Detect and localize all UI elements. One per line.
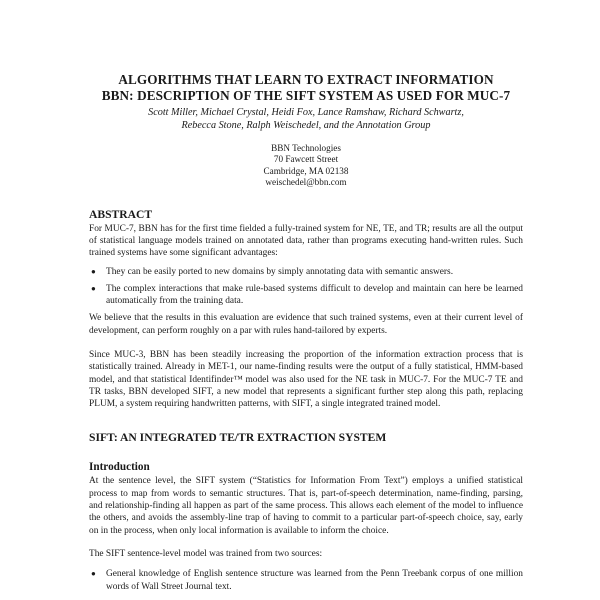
author-list xyxy=(89,106,523,132)
paper-title xyxy=(89,72,523,104)
list-item-text: General knowledge of English sentence structure was learned from the Penn Treebank corpus of one million words of Wall Street Journal text. xyxy=(106,569,523,592)
abstract-paragraph-2: We believe that the results in this evaluation are evidence that such trained systems, even at their current level of development, can perform roughly on a par with rules hand-tailored by experts. xyxy=(89,313,523,336)
author-line-1: Scott Miller, Michael Crystal, Heidi Fox, Lance Ramshaw, Richard Schwartz, xyxy=(148,107,464,118)
introduction-paragraph-2: The SIFT sentence-level model was trained from two sources: xyxy=(89,548,323,559)
affiliation-org: BBN Technologies xyxy=(271,143,341,153)
affiliation-block xyxy=(89,143,523,189)
bullet-icon: ● xyxy=(91,266,96,276)
list-item-text: The complex interactions that make rule-based systems difficult to develop and maintain can here be learned automatically from the training data. xyxy=(106,283,523,307)
introduction-paragraph-1: At the sentence level, the SIFT system (“Statistics for Information From Text”) employs a unified statistical process to map from words to semantic structures. That is, part-of-speech determination, name-finding, parsing, and relationship-finding all happen as part of the same process. This allows each element of the model to influence the others, and avoids the assembly-line trap of having to commit to a particular part-of-speech choice, say, early on in the process, when only local information is available to inform the choice. xyxy=(89,476,523,536)
introduction-heading: Introduction xyxy=(89,461,150,474)
list-item-text: They can be easily ported to new domains by simply annotating data with semantic answers. xyxy=(106,266,454,277)
affiliation-city: Cambridge, MA 02138 xyxy=(263,165,349,176)
paper-title-line-1: ALGORITHMS THAT LEARN TO EXTRACT INFORMATION xyxy=(118,72,494,87)
bullet-icon: ● xyxy=(91,283,96,293)
paper-title-line-2: BBN: DESCRIPTION OF THE SIFT SYSTEM AS USED FOR MUC-7 xyxy=(101,88,511,103)
affiliation-email: weischedel@bbn.com xyxy=(265,177,347,188)
list-item xyxy=(89,283,523,308)
list-item xyxy=(89,266,523,278)
advantages-list xyxy=(89,266,523,308)
list-item xyxy=(89,568,523,593)
abstract-paragraph-1: For MUC-7, BBN has for the first time fielded a fully-trained system for NE, TE, and TR; results are all the output of statistical language models trained on annotated data, rather than programs executing hand-written rules. Such trained systems have some significant advantages: xyxy=(89,223,523,259)
abstract-heading: ABSTRACT xyxy=(89,207,153,221)
affiliation-street: 70 Fawcett Street xyxy=(273,154,339,165)
author-line-2: Rebecca Stone, Ralph Weischedel, and the Annotation Group xyxy=(181,120,431,131)
sift-section-heading: SIFT: AN INTEGRATED TE/TR EXTRACTION SYSTEM xyxy=(89,431,387,445)
bullet-icon: ● xyxy=(91,569,96,579)
abstract-paragraph-3: Since MUC-3, BBN has been steadily increasing the proportion of the information extraction process that is statistically trained. Already in MET-1, our name-finding results were the output of a fully statistical, HMM-based model, and that statistical Identifinder™ model was also used for the NE task in MUC-7. For the MUC-7 TE and TR tasks, BBN developed SIFT, a new model that represents a significant further step along this path, replacing PLUM, a system requiring handwritten patterns, with SIFT, a single integrated trained model. xyxy=(89,350,523,410)
training-sources-list xyxy=(89,568,523,593)
